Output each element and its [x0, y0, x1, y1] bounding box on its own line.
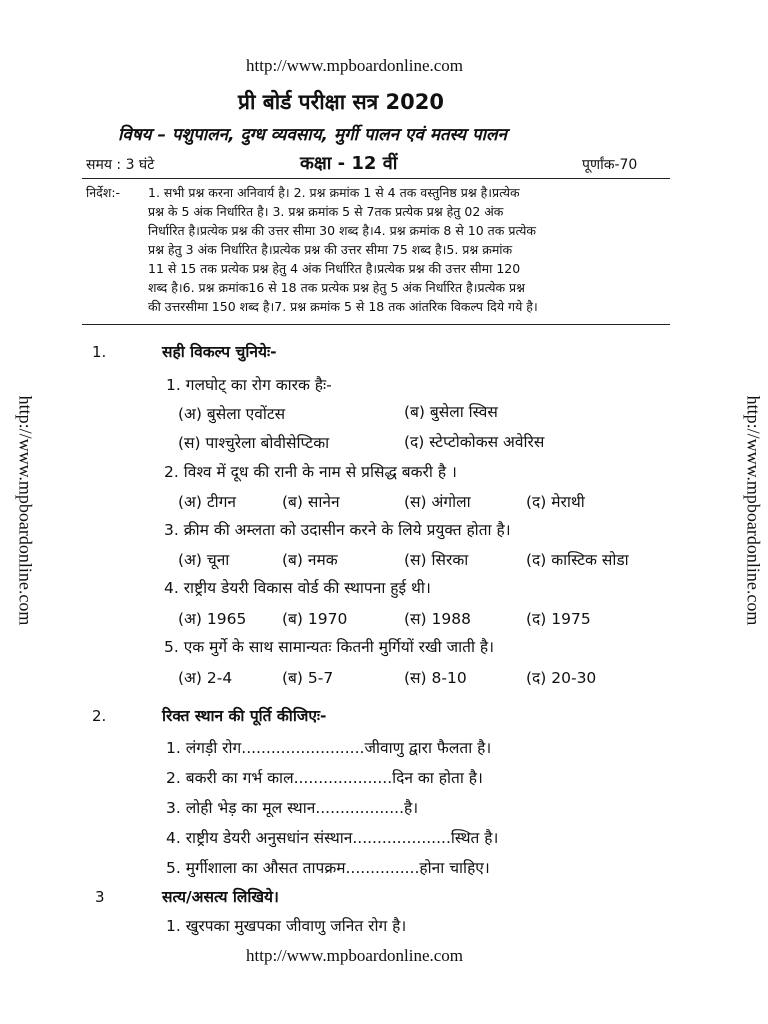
instruction-line: 1. सभी प्रश्न करना अनिवार्य है। 2. प्रश्न क्रमांक 1 से 4 तक वस्तुनिष्ठ प्रश्न है।प्रत्येक — [148, 185, 520, 200]
question-text: 2. विश्व में दूध की रानी के नाम से प्रसिद्ध बकरी है । — [164, 463, 457, 481]
instruction-line: की उत्तरसीमा 150 शब्द है।7. प्रश्न क्रमांक 5 से 18 तक आंतरिक विकल्प दिये गये है। — [148, 299, 538, 314]
question-number: 3 — [95, 888, 105, 906]
instruction-line: प्रश्न हेतु 3 अंक निर्धारित है।प्रत्येक प्रश्न की उत्तर सीमा 75 शब्द है।5. प्रश्न क्रमांक — [148, 242, 513, 257]
question-title: रिक्त स्थान की पूर्ति कीजिएः- — [162, 707, 327, 725]
option: (द) स्टेप्टोकोकस अवेरिस — [404, 433, 545, 451]
option: (ब) 5-7 — [282, 669, 334, 687]
question-text: 1. गलघोट् का रोग कारक हैः- — [166, 376, 332, 394]
option: (अ) बुसेला एवोंटस — [178, 405, 286, 423]
option: (स) सिरका — [404, 551, 469, 569]
question-text: 4. राष्ट्रीय डेयरी विकास वोर्ड की स्थापना हुई थी। — [164, 579, 431, 597]
option: (द) 20-30 — [526, 669, 597, 687]
option: (द) 1975 — [526, 610, 591, 628]
option: (अ) 1965 — [178, 610, 247, 628]
option: (स) 1988 — [404, 610, 471, 628]
instruction-line: शब्द है।6. प्रश्न क्रमांक16 से 18 तक प्रत्येक प्रश्न हेतु 5 अंक निर्धारित है।प्रत्येक प्रश्न — [148, 280, 525, 295]
left-side-url: http://www.mpboardonline.com — [15, 395, 36, 626]
bottom-url: http://www.mpboardonline.com — [246, 946, 464, 965]
option: (ब) 1970 — [282, 610, 348, 628]
max-marks: पूर्णांक-70 — [582, 157, 638, 173]
option: (स) पाश्चुरेला बोवीसेप्टिका — [178, 434, 330, 452]
question-text: 5. एक मुर्गे के साथ सामान्यतः कितनी मुर्गियों रखी जाती है। — [164, 638, 495, 656]
instruction-line: निर्धारित है।प्रत्येक प्रश्न की उत्तर सीमा 30 शब्द है।4. प्रश्न क्रमांक 8 से 10 तक प्रत्येक — [148, 223, 536, 238]
instructions-bottom-rule — [82, 324, 670, 325]
blank-item: 5. मुर्गीशाला का औसत तापक्रम...............होना चाहिए। — [166, 859, 490, 877]
blank-item: 1. लंगड़ी रोग.........................जीवाणु द्वारा फैलता है। — [166, 739, 492, 757]
blank-item: 3. लोही भेड़ का मूल स्थान..................है। — [166, 799, 419, 817]
option: (स) अंगोला — [404, 493, 471, 511]
subject-line: विषय – पशुपालन, दुग्ध व्यवसाय, मुर्गी पालन एवं मतस्य पालन — [118, 125, 507, 145]
option: (स) 8-10 — [404, 669, 467, 687]
exam-title: प्री बोर्ड परीक्षा सत्र 2020 — [238, 90, 444, 114]
option: (अ) चूना — [178, 551, 230, 569]
option: (द) मेराथी — [526, 493, 585, 511]
time-label: समय : 3 घंटे — [86, 157, 155, 173]
question-number: 2. — [92, 707, 107, 725]
option: (अ) टीगन — [178, 493, 237, 511]
top-url: http://www.mpboardonline.com — [246, 56, 464, 75]
question-number: 1. — [92, 343, 107, 361]
option: (ब) नमक — [282, 551, 338, 569]
blank-item: 4. राष्ट्रीय डेयरी अनुसधांन संस्थान....................स्थित है। — [166, 829, 499, 847]
instruction-line: प्रश्न के 5 अंक निर्धारित है। 3. प्रश्न क्रमांक 5 से 7तक प्रत्येक प्रश्न हेतु 02 अंक — [148, 204, 504, 219]
instructions-label: निर्देश:- — [86, 185, 121, 200]
class-label: कक्षा - 12 वीं — [300, 153, 398, 174]
option: (ब) सानेन — [282, 493, 340, 511]
blank-item: 2. बकरी का गर्भ काल....................दिन का होता है। — [166, 769, 483, 787]
question-title: सही विकल्प चुनियेः- — [162, 343, 277, 361]
option: (द) कास्टिक सोडा — [526, 551, 629, 569]
true-false-item: 1. खुरपका मुखपका जीवाणु जनित रोग है। — [166, 917, 407, 935]
question-text: 3. क्रीम की अम्लता को उदासीन करने के लिये प्रयुक्त होता है। — [164, 521, 511, 539]
instructions-top-rule — [82, 178, 670, 179]
instruction-line: 11 से 15 तक प्रत्येक प्रश्न हेतु 4 अंक निर्धारित है।प्रत्येक प्रश्न की उत्तर सीमा 120 — [148, 261, 521, 276]
option: (ब) बुसेला स्विस — [404, 403, 498, 421]
right-side-url: http://www.mpboardonline.com — [743, 395, 764, 626]
question-title: सत्य/असत्य लिखिये। — [162, 888, 279, 906]
option: (अ) 2-4 — [178, 669, 233, 687]
